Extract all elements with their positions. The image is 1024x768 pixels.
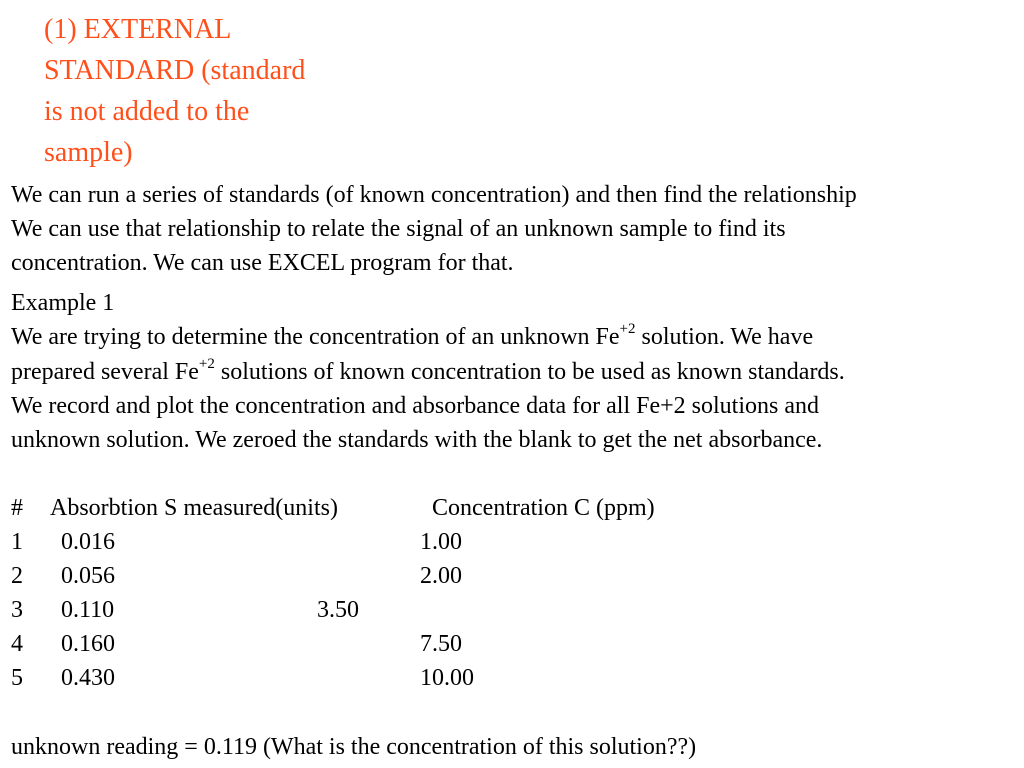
row-absorbance: 0.016 <box>61 529 115 555</box>
row-number: 4 <box>11 631 23 657</box>
example-line-1-text-b: solution. We have <box>635 324 814 350</box>
header-number: # <box>11 495 23 521</box>
row-concentration: 10.00 <box>420 665 474 691</box>
row-number: 1 <box>11 529 23 555</box>
example-line-3: We record and plot the concentration and absorbance data for all Fe+2 solutions and <box>11 393 819 419</box>
intro-line-3: concentration. We can use EXCEL program for that. <box>11 250 514 276</box>
row-absorbance: 0.056 <box>61 563 115 589</box>
header-absorbance: Absorbtion S measured(units) <box>50 495 338 521</box>
row-absorbance: 0.110 <box>61 597 115 623</box>
row-concentration: 1.00 <box>420 529 462 555</box>
example-line-1-text-a: We are trying to determine the concentration of an unknown Fe <box>11 324 620 350</box>
example-line-2 <box>11 355 845 389</box>
example-heading: Example 1 <box>11 290 115 316</box>
table-header <box>11 491 1011 525</box>
intro-line-1: We can run a series of standards (of known concentration) and then find the relationship <box>11 182 857 208</box>
unknown-reading: unknown reading = 0.119 (What is the concentration of this solution??) <box>11 734 697 760</box>
title-line-1: (1) EXTERNAL <box>44 14 232 45</box>
row-number: 5 <box>11 665 23 691</box>
intro-line-2: We can use that relationship to relate the signal of an unknown sample to find its <box>11 216 786 242</box>
title-line-3: is not added to the <box>44 96 250 127</box>
title-line-2: STANDARD (standard <box>44 55 306 86</box>
row-absorbance: 0.430 <box>61 665 115 691</box>
row-concentration: 3.50 <box>317 597 359 623</box>
row-concentration: 7.50 <box>420 631 462 657</box>
example-line-2-superscript: +2 <box>198 356 215 372</box>
example-line-2-text-a: prepared several Fe <box>11 359 199 385</box>
title-line-4: sample) <box>44 137 133 168</box>
example-line-1 <box>11 320 813 354</box>
slide-title <box>44 9 384 173</box>
example-line-1-superscript: +2 <box>619 321 636 337</box>
example-line-4: unknown solution. We zeroed the standards with the blank to get the net absorbance. <box>11 427 823 453</box>
table-row <box>11 593 1011 627</box>
example-line-2-text-b: solutions of known concentration to be used as known standards. <box>214 359 845 385</box>
table-row <box>11 627 1011 661</box>
table-row <box>11 525 1011 559</box>
row-number: 3 <box>11 597 23 623</box>
header-concentration: Concentration C (ppm) <box>432 495 655 521</box>
row-absorbance: 0.160 <box>61 631 115 657</box>
row-concentration: 2.00 <box>420 563 462 589</box>
table-row <box>11 559 1011 593</box>
row-number: 2 <box>11 563 23 589</box>
table-row <box>11 661 1011 695</box>
